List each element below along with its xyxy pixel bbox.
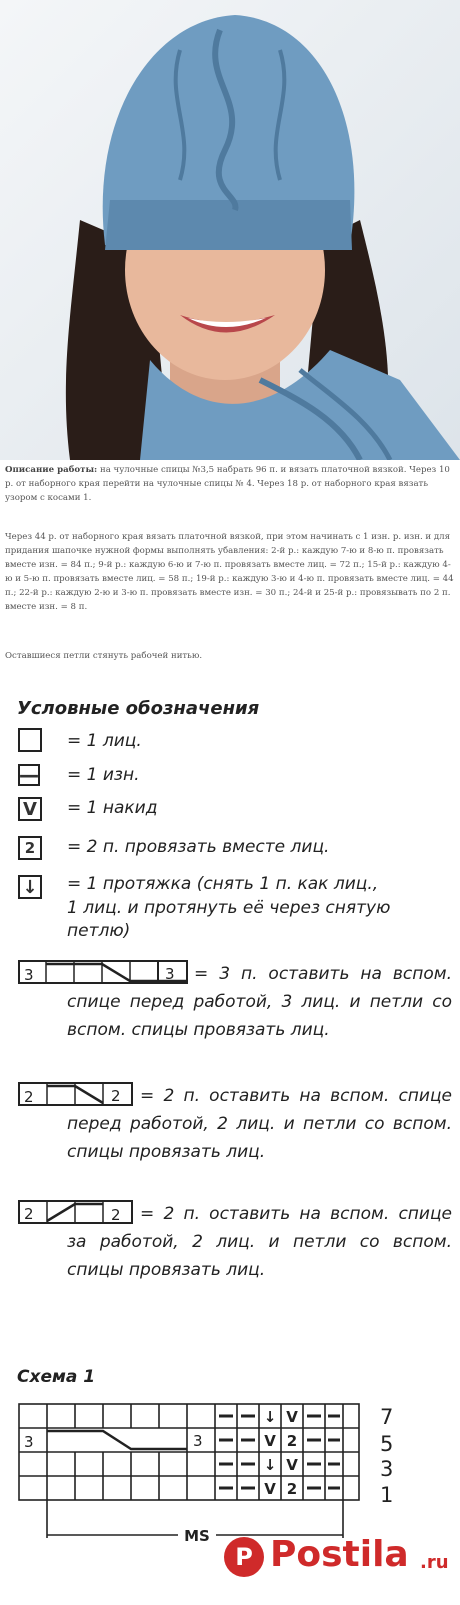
hat-illustration (0, 0, 460, 460)
legend-item-k2tog: = 2 п. провязать вместе лиц. (67, 837, 330, 857)
cable-2-left-number: 2 (24, 1088, 34, 1106)
cable-1-right-number: 3 (165, 965, 175, 983)
row-number-5: 5 (380, 1432, 394, 1456)
row-number-3: 3 (380, 1457, 394, 1481)
svg-text:2: 2 (286, 1432, 298, 1450)
row-number-1: 1 (380, 1483, 394, 1507)
svg-text:V: V (286, 1456, 298, 1474)
k2tog-symbol: 2 (18, 836, 42, 860)
repeat-label: MS (184, 1527, 210, 1545)
cable-2-right-number: 2 (111, 1087, 121, 1105)
description-paragraph-3 (5, 649, 455, 663)
watermark-brand: Postila (270, 1534, 409, 1575)
knit-symbol (18, 728, 42, 752)
legend-cable-3-desc: = 2 п. оставить на вспом. спице за работой, 2 лиц. и петли со вспом. спицы провязать лиц. (67, 1204, 452, 1280)
description-text-2: Через 44 р. от наборного края вязать платочной вязкой, при этом начинать с 1 изн. р. изн. и для придания шапочке нужной формы выполнять убавления: 2-й р.: каждую 7-ю и 8-ю п. провязать вместе изн. = 84 п.; 9-й р.: каждую 6-ю и 7-ю п. провязать вместе лиц. = 72 п.; 15-й р.: каждую 4-ю и 5-ю п. провязать вместе лиц. = 58 п.; 19-й р.: каждую 3-ю и 4-ю п. провязать вместе лиц. = 44 п.; 22-й р.: каждую 2-ю и 3-ю п. провязать вместе изн. = 30 п.; 24-й и 25-й р.: провязывать по 2 п. вместе изн. = 8 п. (5, 532, 454, 612)
description-text-1: на чулочные спицы №3,5 набрать 96 п. и вязать платочной вязкой. Через 10 р. от наборного края перейти на чулочные спицы № 4. Через 18 р. от наборного края вязать узором с косами 1. (5, 465, 450, 503)
legend-title: Условные обозначения (17, 698, 260, 719)
psso-symbol: ↓ (18, 875, 42, 899)
purl-symbol: — (19, 763, 39, 787)
description-label: Описание работы: (5, 465, 98, 475)
svg-text:↓: ↓ (263, 1408, 277, 1426)
schema-cable-right-number: 3 (193, 1432, 203, 1450)
svg-text:↓: ↓ (263, 1456, 277, 1474)
svg-text:V: V (264, 1432, 276, 1450)
schema-title: Схема 1 (17, 1367, 96, 1387)
legend-item-psso: = 1 протяжка (снять 1 п. как лиц., 1 лиц. и протянуть её через снятую петлю) (67, 874, 391, 941)
cable-3-left-number: 2 (24, 1205, 34, 1223)
svg-text:P: P (235, 1543, 253, 1571)
svg-text:V: V (264, 1480, 276, 1498)
legend-cable-2-desc: = 2 п. оставить на вспом. спице перед работой, 2 лиц. и петли со вспом. спицы провязать лиц. (67, 1086, 452, 1162)
legend-item-purl: = 1 изн. (67, 765, 140, 785)
cable-1-left-number: 3 (24, 966, 34, 984)
schema-cable-left-number: 3 (24, 1433, 34, 1451)
yarn-over-symbol: V (18, 797, 42, 821)
cable-3-right-number: 2 (111, 1206, 121, 1224)
description-paragraph-2 (5, 530, 455, 614)
hat-photo (0, 0, 460, 460)
svg-text:V: V (286, 1408, 298, 1426)
description-paragraph-1 (5, 463, 455, 505)
description-text-3: Оставшиеся петли стянуть рабочей нитью. (5, 651, 203, 661)
watermark-logo-icon (222, 1535, 266, 1579)
watermark-domain: .ru (420, 1552, 449, 1573)
legend-item-knit: = 1 лиц. (67, 731, 142, 751)
row-number-7: 7 (380, 1405, 394, 1429)
svg-text:2: 2 (286, 1480, 298, 1498)
legend-cable-1-desc: = 3 п. оставить на вспом. спице перед работой, 3 лиц. и петли со вспом. спицы провязать лиц. (67, 964, 452, 1040)
legend-item-yarn-over: = 1 накид (67, 798, 158, 818)
